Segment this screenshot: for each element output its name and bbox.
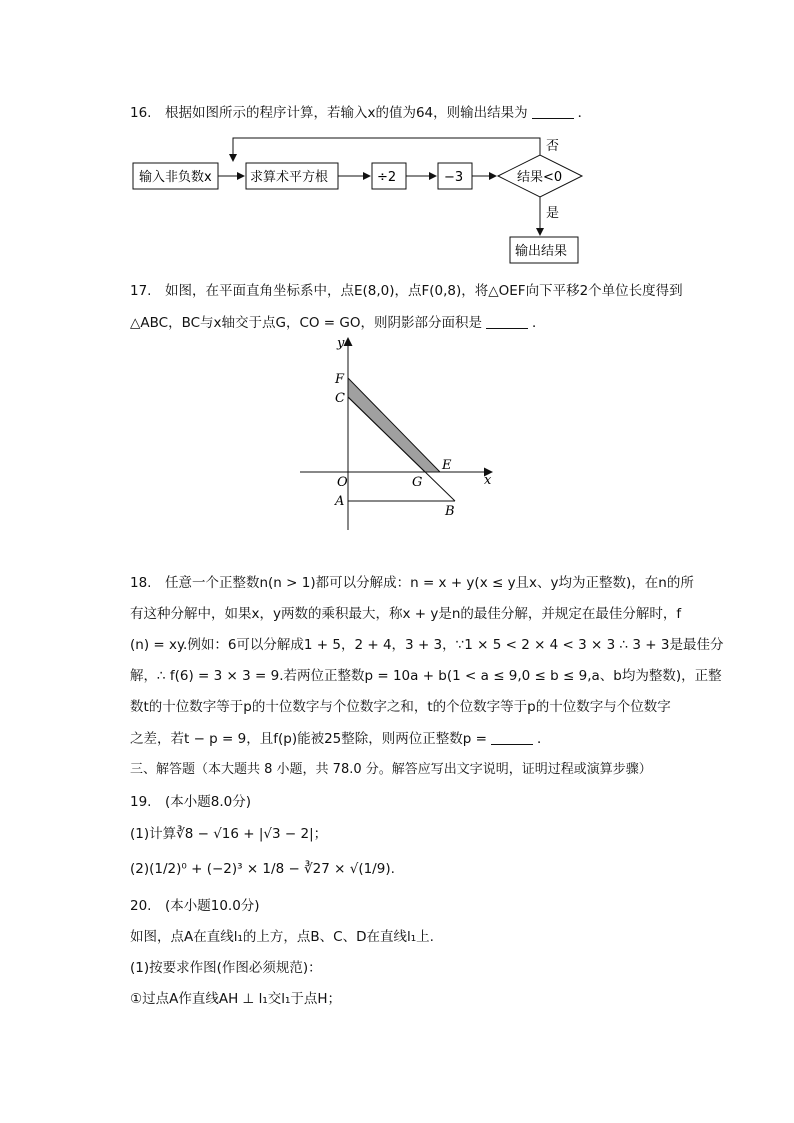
label-E: E: [442, 458, 452, 473]
flow-decision-label: 结果<0: [517, 170, 563, 185]
q16-text: 16. 根据如图所示的程序计算，若输入x的值为64，则输出结果为: [130, 105, 528, 121]
flow-no-label: 否: [546, 139, 560, 154]
label-O: O: [337, 475, 348, 490]
q18-line-2: 有这种分解中，如果x，y两数的乘积最大，称x + y是n的最佳分解，并规定在最佳分解时，f: [130, 606, 682, 622]
flow-div-label: ÷2: [377, 170, 397, 185]
section-3-heading: 三、解答题（本大题共 8 小题，共 78.0 分。解答应写出文字说明，证明过程或演算步骤）: [130, 762, 652, 777]
q18-line-5: 数t的十位数字等于p的十位数字与个位数字之和，t的个位数字等于p的十位数字与个位数字: [130, 699, 671, 715]
q20-heading: 20. (本小题10.0分): [130, 898, 260, 914]
q16-text-line: [130, 104, 591, 122]
shaded-region: [348, 378, 440, 472]
q18-line-4: 解，∴ f(6) = 3 × 3 = 9.若两位正整数p = 10a + b(1 < a ≤ 9,0 ≤ b ≤ 9,a、b均为整数)，正整: [130, 668, 722, 684]
flow-input-label: 输入非负数x: [139, 170, 212, 185]
q18-line-6-wrap: [130, 730, 550, 748]
q17-line2: △ABC，BC与x轴交于点G，CO = GO，则阴影部分面积是: [130, 315, 483, 331]
q17-end: ．: [532, 315, 546, 331]
flow-minus-label: −3: [444, 170, 464, 185]
label-B: B: [445, 504, 455, 519]
flow-output-label: 输出结果: [515, 244, 568, 259]
q20-line-2: (1)按要求作图(作图必须规范)：: [130, 960, 322, 976]
label-x: x: [484, 473, 492, 488]
flow-yes-label: 是: [546, 206, 560, 221]
flow-sqrt-label: 求算术平方根: [250, 170, 329, 185]
label-F: F: [335, 372, 345, 387]
label-y: y: [337, 336, 345, 351]
q17-graph: [0, 330, 794, 530]
q19-part-1: (1)计算∛8 − √16 + |√3 − 2|；: [130, 826, 328, 842]
q20-line-1: 如图，点A在直线l₁的上方，点B、C、D在直线l₁上.: [130, 929, 434, 945]
q19-heading: 19. (本小题8.0分): [130, 794, 251, 810]
label-C: C: [335, 391, 345, 406]
q16-flowchart: [0, 125, 794, 265]
q16-answer-blank[interactable]: [532, 105, 574, 119]
q18-line-6: 之差，若t − p = 9，且f(p)能被25整除，则两位正整数p =: [130, 731, 487, 747]
q17-line1: 17. 如图，在平面直角坐标系中，点E(8,0)，点F(0,8)，将△OEF向下平移2个单位长度得到: [130, 283, 683, 299]
q18-line-3: (n) = xy.例如：6可以分解成1 + 5，2 + 4，3 + 3，∵1 × 5 < 2 × 4 < 3 × 3 ∴ 3 + 3是最佳分: [130, 637, 724, 653]
q17-answer-blank[interactable]: [486, 315, 528, 329]
q18-end: ．: [536, 731, 551, 747]
q18-answer-blank[interactable]: [491, 731, 533, 745]
q20-line-3: ①过点A作直线AH ⊥ l₁交l₁于点H；: [130, 991, 342, 1007]
label-A: A: [335, 494, 345, 509]
label-G: G: [412, 475, 423, 490]
q19-part-2: (2)(1/2)⁰ + (−2)³ × 1/8 − ∛27 × √(1/9).: [130, 861, 395, 877]
q16-end: ．: [577, 105, 592, 121]
q18-line-1: 18. 任意一个正整数n(n > 1)都可以分解成：n = x + y(x ≤ y且x、y均为正整数)，在n的所: [130, 575, 694, 591]
